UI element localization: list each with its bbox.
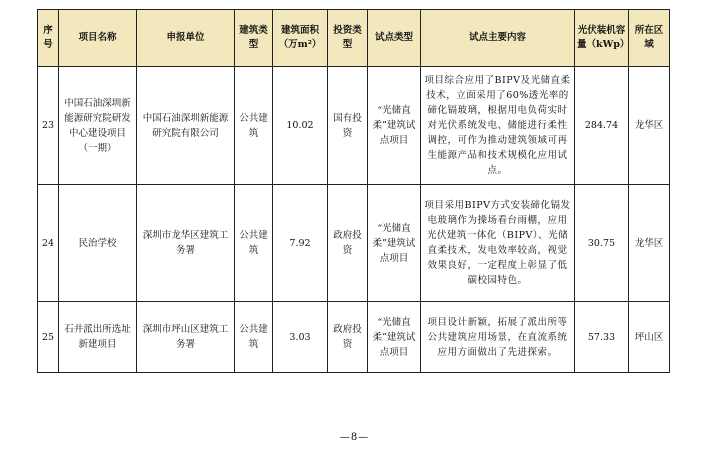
cell-seq: 23 <box>38 67 59 185</box>
cell-unit: 深圳市坪山区建筑工务署 <box>137 302 235 373</box>
header-row <box>38 10 670 67</box>
cell-unit: 中国石油深圳新能源研究院有限公司 <box>137 67 235 185</box>
cell-name: 民治学校 <box>59 185 137 302</box>
table-row <box>38 302 670 373</box>
header-capacity: 光伏装机容量（kWp） <box>575 10 629 67</box>
cell-type: 公共建筑 <box>235 185 273 302</box>
header-content: 试点主要内容 <box>421 10 575 67</box>
cell-invest: 政府投资 <box>328 302 368 373</box>
cell-seq: 24 <box>38 185 59 302</box>
cell-invest: 国有投资 <box>328 67 368 185</box>
cell-capacity: 30.75 <box>575 185 629 302</box>
cell-district: 龙华区 <box>629 67 670 185</box>
cell-name: 中国石油深圳新能源研究院研发中心建设项目（一期） <box>59 67 137 185</box>
cell-pilot: “光储直柔”建筑试点项目 <box>368 302 421 373</box>
cell-content: 项目采用BIPV方式安装碲化镉发电玻璃作为操场看台雨棚，应用光伏建筑一体化（BIPV）、光储直柔技术，发电效率较高，视觉效果良好，一定程度上彰显了低碳校园特色。 <box>421 185 575 302</box>
cell-district: 坪山区 <box>629 302 670 373</box>
cell-area: 10.02 <box>273 67 328 185</box>
header-pilot: 试点类型 <box>368 10 421 67</box>
cell-type: 公共建筑 <box>235 302 273 373</box>
cell-pilot: “光储直柔”建筑试点项目 <box>368 185 421 302</box>
table-row <box>38 185 670 302</box>
cell-seq: 25 <box>38 302 59 373</box>
cell-invest: 政府投资 <box>328 185 368 302</box>
projects-table <box>37 9 670 373</box>
header-seq: 序号 <box>38 10 59 67</box>
cell-unit: 深圳市龙华区建筑工务署 <box>137 185 235 302</box>
cell-name: 石井派出所选址新建项目 <box>59 302 137 373</box>
cell-area: 7.92 <box>273 185 328 302</box>
header-type: 建筑类型 <box>235 10 273 67</box>
table-row <box>38 67 670 185</box>
header-unit: 申报单位 <box>137 10 235 67</box>
cell-content: 项目设计新颖，拓展了派出所等公共建筑应用场景，在直流系统应用方面做出了先进探索。 <box>421 302 575 373</box>
cell-pilot: “光储直柔”建筑试点项目 <box>368 67 421 185</box>
header-district: 所在区域 <box>629 10 670 67</box>
cell-type: 公共建筑 <box>235 67 273 185</box>
cell-area: 3.03 <box>273 302 328 373</box>
header-area: 建筑面积（万m²） <box>273 10 328 67</box>
header-name: 项目名称 <box>59 10 137 67</box>
page-number: —8— <box>339 432 370 443</box>
cell-district: 龙华区 <box>629 185 670 302</box>
cell-capacity: 284.74 <box>575 67 629 185</box>
cell-capacity: 57.33 <box>575 302 629 373</box>
header-invest: 投资类型 <box>328 10 368 67</box>
cell-content: 项目综合应用了BIPV及光储直柔技术，立面采用了60%透光率的碲化镉玻璃，根据用电负荷实时对光伏系统发电、储能进行柔性调控，可作为推动建筑领域可再生能源产品和技术规模化应用试点。 <box>421 67 575 185</box>
